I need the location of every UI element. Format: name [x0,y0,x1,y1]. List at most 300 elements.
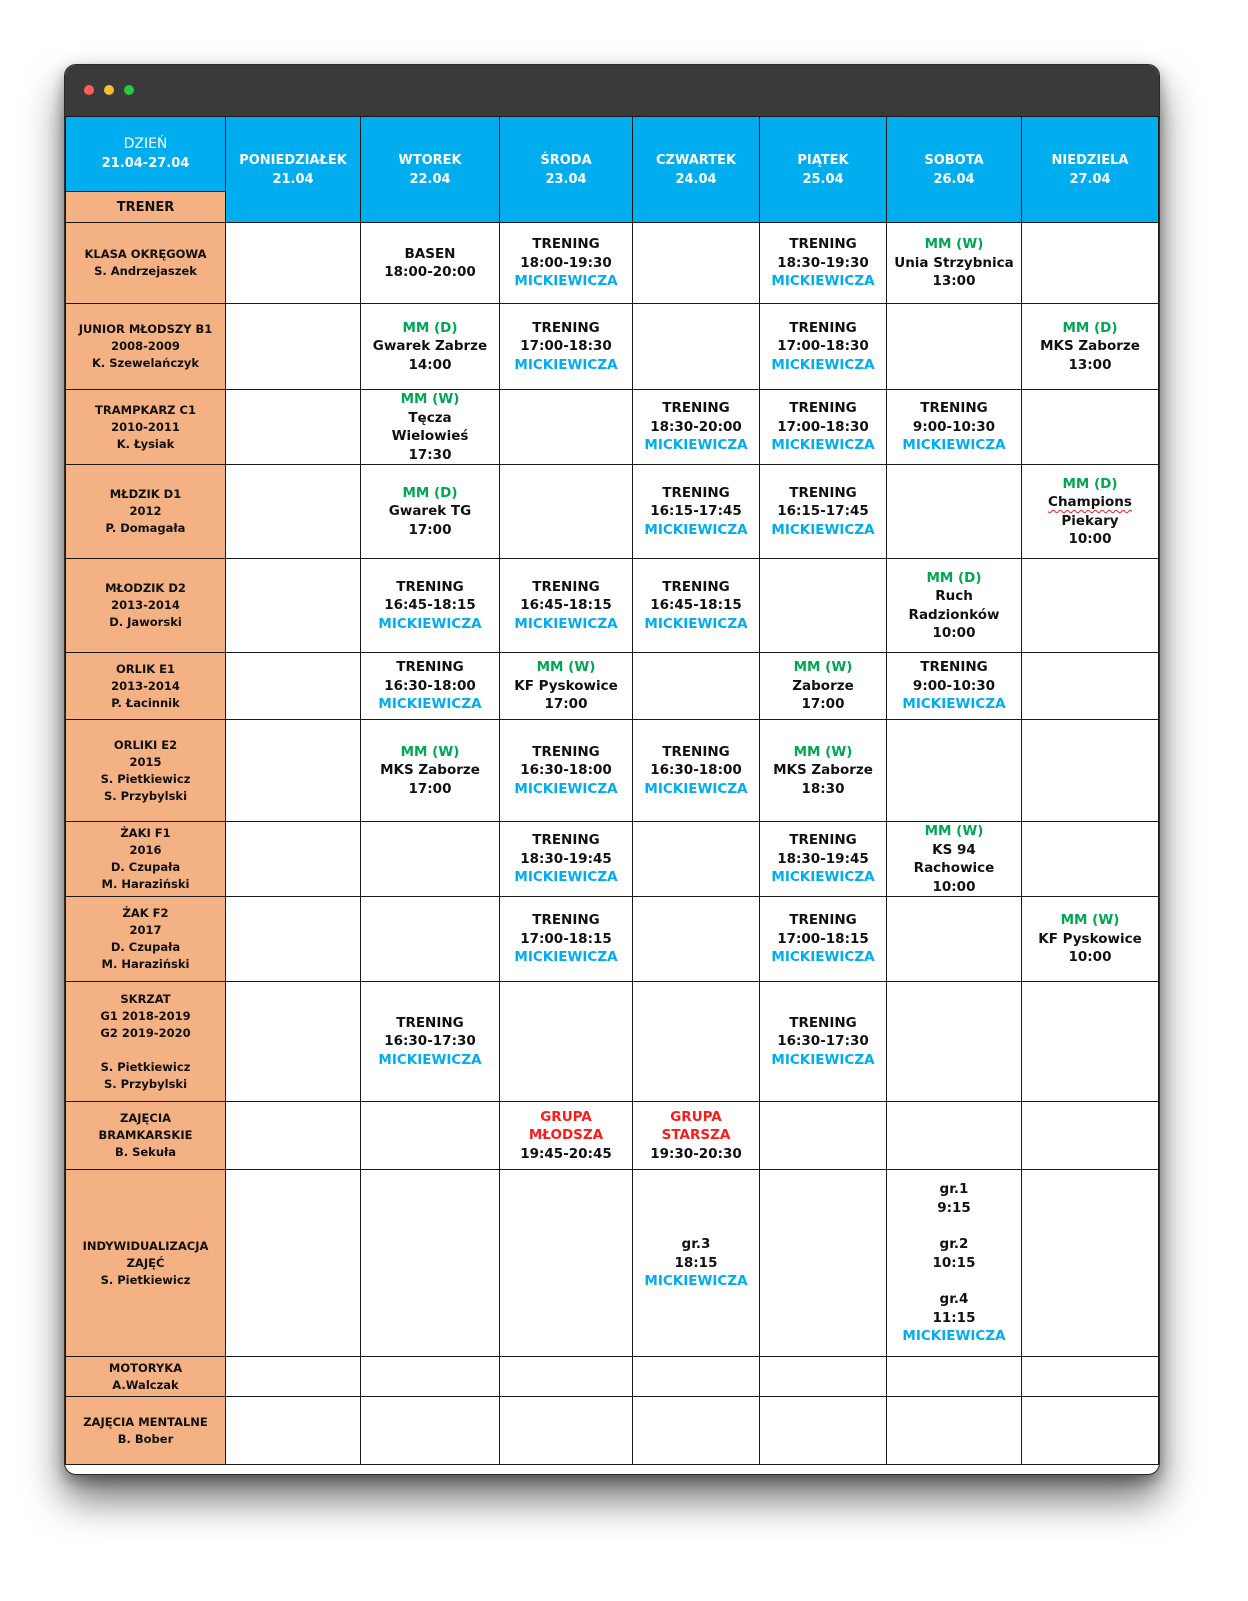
schedule-cell [1022,1357,1159,1397]
schedule-cell [500,897,633,982]
day-header-monday [226,117,361,223]
cell-line: 14:00 [408,356,452,373]
cell-line: 19:45-20:45 [520,1145,612,1162]
day-date: 26.04 [933,171,975,187]
trainer-line: M. Haraziński [101,957,190,971]
cell-line: MM (W) [793,659,853,676]
schedule-cell [760,1357,887,1397]
trainer-line: 2013-2014 [111,598,180,612]
cell-line: TRENING [532,743,600,760]
trainer-line: 2016 [129,843,162,857]
schedule-cell [226,1397,361,1465]
schedule-cell [1022,822,1159,897]
cell-line: 16:30-18:00 [650,762,742,779]
cell-line: MM (W) [1060,912,1120,929]
trainer-line: ŻAK F2 [122,906,169,920]
cell-line: gr.3 [681,1236,711,1253]
cell-line: 10:15 [932,1254,976,1271]
cell-line: 19:30-20:30 [650,1145,742,1162]
trainer-cell [66,465,226,559]
trainer-line: G1 2018-2019 [100,1008,191,1023]
cell-line: TRENING [396,578,464,595]
cell-line: TRENING [662,400,730,417]
schedule-cell [1022,559,1159,653]
trainer-cell [66,1397,226,1465]
trainer-line: JUNIOR MŁODSZY B1 [78,322,213,336]
cell-line: MICKIEWICZA [902,696,1006,713]
schedule-cell [633,720,760,822]
trainer-cell [66,223,226,304]
schedule-row [66,1397,1159,1465]
schedule-cell [361,1170,500,1357]
cell-line: 16:30-18:00 [384,677,476,694]
schedule-cell [1022,982,1159,1102]
cell-line: 17:00-18:15 [520,930,612,947]
day-name: NIEDZIELA [1051,152,1129,168]
trainer-line: S. Pietkiewicz [100,771,191,786]
day-header-tuesday [361,117,500,223]
trainer-cell [66,720,226,822]
schedule-row [66,223,1159,304]
cell-line: MKS Zaborze [380,762,480,779]
schedule-cell [1022,1102,1159,1170]
cell-line: 18:30 [801,780,845,797]
schedule-cell [361,390,500,465]
cell-line: MICKIEWICZA [514,273,618,290]
trainer-cell [66,1357,226,1397]
schedule-cell [500,304,633,390]
schedule-cell [1022,223,1159,304]
cell-line: 17:00 [544,696,588,713]
cell-line: TRENING [662,578,730,595]
schedule-cell [760,465,887,559]
schedule-cell [760,1170,887,1357]
schedule-cell [760,304,887,390]
schedule-row [66,559,1159,653]
schedule-cell [633,390,760,465]
schedule-row [66,1102,1159,1170]
cell-line: 9:00-10:30 [912,677,996,694]
day-header-thursday [633,117,760,223]
trainer-label: TRENER [66,191,225,222]
schedule-cell [760,897,887,982]
schedule-cell [887,465,1022,559]
cell-line: 18:30-19:45 [520,850,612,867]
trainer-line: D. Czupała [110,940,181,954]
schedule-cell [633,223,760,304]
cell-line: 16:45-18:15 [520,597,612,614]
day-name: SOBOTA [924,152,984,168]
schedule-cell [500,720,633,822]
trainer-cell [66,304,226,390]
cell-line: MICKIEWICZA [514,356,618,373]
cell-line: MICKIEWICZA [378,1051,482,1068]
schedule-cell [887,1102,1022,1170]
schedule-cell [887,559,1022,653]
cell-line: TRENING [789,912,857,929]
schedule-body [66,223,1159,1465]
trainer-line: MŁODZIK D2 [105,581,186,595]
trainer-line: ZAJĘĆ [126,1255,165,1270]
cell-line: TRENING [920,400,988,417]
schedule-row [66,653,1159,720]
trainer-line: 2015 [129,754,162,769]
schedule-cell [887,223,1022,304]
cell-line: MM (D) [1062,475,1118,492]
cell-line: 18:15 [674,1254,718,1271]
trainer-line: 2010-2011 [111,419,180,434]
cell-line: KF Pyskowice [1038,930,1142,947]
trainer-line: ZAJĘCIA MENTALNE [83,1414,208,1429]
trainer-line: ZAJĘCIA [120,1111,171,1125]
day-name: CZWARTEK [655,152,737,168]
schedule-row [66,304,1159,390]
trainer-line: G2 2019-2020 [100,1025,191,1040]
cell-line: Zaborze [792,677,854,694]
schedule-cell [226,982,361,1102]
trainer-line: M. Haraziński [101,877,190,891]
cell-line: MICKIEWICZA [644,1273,748,1290]
cell-line: MICKIEWICZA [514,949,618,966]
schedule-cell [1022,1170,1159,1357]
trainer-line: 2008-2009 [111,339,180,353]
schedule-cell [633,1170,760,1357]
schedule-row [66,390,1159,465]
day-date: 23.04 [545,171,587,187]
cell-line: gr.4 [939,1291,969,1308]
trainer-line: S. Przybylski [103,788,188,803]
cell-line: TRENING [662,743,730,760]
cell-line: MM (D) [1062,319,1118,336]
trainer-line [70,1042,221,1059]
day-date: 24.04 [675,171,717,187]
trainer-line: K. Szewelańczyk [91,356,200,370]
maximize-window-button[interactable] [124,85,134,95]
trainer-line: INDYWIDUALIZACJA [82,1238,209,1253]
schedule-cell [500,465,633,559]
cell-line: MM (W) [400,743,460,760]
cell-line: MICKIEWICZA [771,273,875,290]
schedule-cell [500,223,633,304]
schedule-cell [760,559,887,653]
cell-line: MM (W) [536,659,596,676]
cell-line: MICKIEWICZA [771,949,875,966]
schedule-cell [500,390,633,465]
cell-line: TRENING [789,319,857,336]
trainer-line: BRAMKARSKIE [98,1128,193,1142]
schedule-row [66,897,1159,982]
cell-line: GRUPA [540,1108,592,1125]
schedule-cell [887,720,1022,822]
header-row [66,117,1159,223]
day-name: WTOREK [398,152,462,168]
cell-line: 18:30-19:30 [777,254,869,271]
day-name: PIĄTEK [797,152,849,168]
cell-line: MICKIEWICZA [644,521,748,538]
cell-line: 17:00 [801,696,845,713]
schedule-cell [226,390,361,465]
cell-line: TRENING [789,400,857,417]
cell-line: MICKIEWICZA [771,437,875,454]
schedule-cell [633,1357,760,1397]
schedule-row [66,720,1159,822]
cell-line: gr.2 [939,1236,969,1253]
trainer-line: P. Łacinnik [111,695,180,710]
schedule-cell [226,822,361,897]
cell-line: TRENING [789,1014,857,1031]
schedule-cell [361,1397,500,1465]
schedule-cell [760,223,887,304]
cell-line: KS 94 [932,841,976,858]
week-range: 21.04-27.04 [101,156,190,171]
schedule-row [66,982,1159,1102]
cell-line: MICKIEWICZA [378,615,482,632]
schedule-cell [887,1170,1022,1357]
schedule-row [66,822,1159,897]
schedule-cell [361,223,500,304]
schedule-cell [361,720,500,822]
schedule-cell [633,653,760,720]
schedule-cell [226,1357,361,1397]
cell-line: GRUPA [670,1108,722,1125]
day-date: 21.04 [272,171,314,187]
trainer-line: 2013-2014 [111,678,180,693]
schedule-cell [361,1102,500,1170]
schedule-row [66,465,1159,559]
cell-line: MICKIEWICZA [644,780,748,797]
week-range-block [66,117,225,191]
trainer-line: MŁDZIK D1 [109,487,182,501]
schedule-cell [226,897,361,982]
cell-line: MICKIEWICZA [644,615,748,632]
cell-line: TRENING [789,832,857,849]
cell-line: Tęcza [408,409,452,426]
schedule-cell [760,720,887,822]
schedule-cell [500,653,633,720]
cell-line: TRENING [396,1014,464,1031]
cell-line: Ruch [935,588,973,604]
schedule-cell [500,982,633,1102]
schedule-row [66,1357,1159,1397]
cell-line: MKS Zaborze [773,762,873,779]
schedule-cell [887,982,1022,1102]
schedule-cell [1022,1397,1159,1465]
trainer-line: B. Sekuła [114,1145,177,1159]
trainer-cell [66,559,226,653]
day-header-wednesday [500,117,633,223]
schedule-cell [226,653,361,720]
cell-line: Radzionków [908,606,1000,623]
cell-line: 18:30-20:00 [650,418,742,435]
trainer-cell [66,897,226,982]
cell-line: 10:00 [932,878,976,895]
trainer-line: S. Przybylski [103,1076,188,1091]
schedule-cell [633,1102,760,1170]
trainer-line: S. Pietkiewicz [100,1059,191,1074]
schedule-cell [361,897,500,982]
cell-line: 16:15-17:45 [650,503,742,520]
cell-line: 10:00 [1068,531,1112,547]
day-name: PONIEDZIAŁEK [239,152,347,168]
trainer-line: KLASA OKRĘGOWA [84,247,207,261]
cell-line: TRENING [789,236,857,253]
schedule-cell [760,390,887,465]
schedule-cell [760,1397,887,1465]
trainer-line: P. Domagała [105,521,186,535]
cell-line: 16:45-18:15 [650,597,742,614]
schedule-cell [760,822,887,897]
schedule-cell [1022,897,1159,982]
minimize-window-button[interactable] [104,85,114,95]
cell-line: 16:45-18:15 [384,597,476,614]
schedule-cell [500,559,633,653]
cell-line: MM (W) [400,391,460,407]
cell-line: 18:30-19:45 [777,850,869,867]
schedule-cell [226,1170,361,1357]
schedule-cell [1022,304,1159,390]
trainer-line: 2017 [129,923,162,937]
schedule-cell [1022,465,1159,559]
cell-line: TRENING [532,319,600,336]
schedule-cell [633,559,760,653]
cell-line: 17:00-18:30 [777,338,869,355]
schedule-row [66,1170,1159,1357]
cell-line: TRENING [532,832,600,849]
schedule-cell [887,897,1022,982]
trainer-line: K. Łysiak [116,436,175,451]
cell-line: 11:15 [932,1309,976,1326]
trainer-line: ŻAKI F1 [120,826,171,840]
cell-line: MM (D) [402,484,458,501]
schedule-cell [1022,390,1159,465]
cell-line: 16:30-17:30 [777,1033,869,1050]
cell-line: MM (W) [924,236,984,253]
cell-line: Gwarek TG [388,503,472,520]
schedule-cell [1022,720,1159,822]
schedule-cell [500,1397,633,1465]
day-name: ŚRODA [540,152,592,168]
cell-line: Champions [1048,494,1132,510]
trainer-line: D. Czupała [110,860,181,874]
window-titlebar [65,65,1159,116]
trainer-line: B. Bober [117,1431,174,1446]
cell-line: 17:30 [408,446,452,463]
schedule-cell [887,304,1022,390]
cell-line: Wielowieś [391,428,469,444]
cell-line: MICKIEWICZA [902,1328,1006,1345]
cell-line: gr.1 [939,1181,969,1198]
cell-line: Rachowice [913,860,995,876]
schedule-cell [633,897,760,982]
schedule-cell [887,390,1022,465]
schedule-cell [361,304,500,390]
day-header-friday [760,117,887,223]
trainer-line: D. Jaworski [109,615,182,629]
cell-line: TRENING [396,659,464,676]
schedule-cell [500,1170,633,1357]
cell-line: MM (W) [924,823,984,839]
cell-line: KF Pyskowice [514,677,618,694]
schedule-cell [226,465,361,559]
schedule-cell [226,223,361,304]
cell-line: MICKIEWICZA [771,1051,875,1068]
cell-line: 10:00 [1068,949,1112,966]
schedule-cell [887,1397,1022,1465]
trainer-line: A.Walczak [112,1377,179,1392]
cell-line: MICKIEWICZA [771,521,875,538]
trainer-line: 2012 [129,504,162,518]
header-corner-cell [66,117,226,223]
day-date: 22.04 [409,171,451,187]
cell-line: MICKIEWICZA [902,437,1006,454]
cell-line: TRENING [662,484,730,501]
cell-line: MŁODSZA [528,1127,604,1144]
trainer-cell [66,1170,226,1357]
cell-spacer [891,1272,1017,1290]
schedule-cell [633,465,760,559]
app-window [64,64,1160,1475]
schedule-cell [361,982,500,1102]
schedule-cell [887,822,1022,897]
trainer-line: SKRZAT [120,991,171,1006]
cell-line: MICKIEWICZA [514,615,618,632]
trainer-line: ORLIK E1 [115,661,175,676]
trainer-line: TRAMPKARZ C1 [95,402,196,417]
cell-line: 13:00 [1068,356,1112,373]
cell-line: TRENING [532,236,600,253]
cell-line: 13:00 [932,273,976,290]
cell-line: 18:00-19:30 [520,254,612,271]
schedule-cell [760,1102,887,1170]
cell-line: MM (D) [402,319,458,336]
schedule-cell [226,1102,361,1170]
cell-line: TRENING [532,578,600,595]
cell-line: MM (D) [926,569,982,586]
cell-line: 16:15-17:45 [777,503,869,520]
cell-line: TRENING [920,659,988,676]
cell-line: MICKIEWICZA [771,869,875,886]
cell-line: MICKIEWICZA [644,437,748,454]
cell-line: 17:00 [408,780,452,797]
trainer-cell [66,982,226,1102]
schedule-cell [500,822,633,897]
cell-line: MM (W) [793,743,853,760]
cell-line: MKS Zaborze [1040,338,1140,355]
schedule-cell [633,304,760,390]
close-window-button[interactable] [84,85,94,95]
schedule-cell [226,559,361,653]
day-label: DZIEŃ [123,136,168,152]
cell-line: 17:00-18:15 [777,930,869,947]
cell-line: MICKIEWICZA [514,869,618,886]
schedule-cell [361,465,500,559]
schedule-cell [633,1397,760,1465]
schedule-cell [361,653,500,720]
cell-line: BASEN [404,245,456,262]
day-date: 27.04 [1069,171,1111,187]
cell-line: MICKIEWICZA [378,696,482,713]
cell-line: TRENING [532,912,600,929]
day-date: 25.04 [802,171,844,187]
schedule-cell [226,304,361,390]
trainer-cell [66,653,226,720]
schedule-cell [226,720,361,822]
trainer-cell [66,390,226,465]
schedule-cell [760,653,887,720]
schedule-cell [633,982,760,1102]
schedule-cell [361,559,500,653]
schedule-cell [760,982,887,1102]
